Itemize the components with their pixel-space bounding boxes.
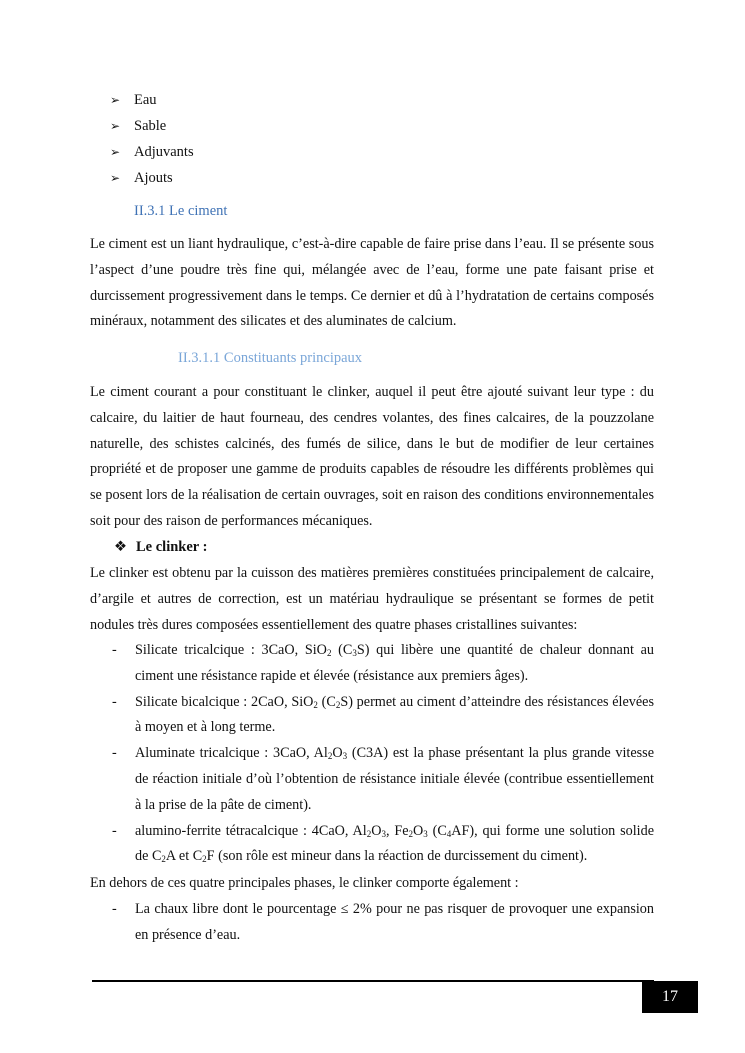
phases-list	[90, 638, 654, 870]
list-item: - Silicate tricalcique : 3CaO, SiO$_2$ $(C_3S)$ qui libère une quantité de chaleur donnant au ciment une résistance rapide et élevée (résistance aux premiers âges).	[112, 642, 654, 684]
arrow-bullet-icon: ➢	[110, 171, 121, 185]
materials-list	[110, 87, 194, 191]
arrow-bullet-icon: ➢	[110, 93, 121, 107]
chaux-list	[90, 897, 654, 949]
list-item: ➢ Eau	[110, 87, 194, 113]
arrow-bullet-icon: ➢	[110, 145, 121, 159]
list-item: - La chaux libre dont le pourcentage ≤ 2% pour ne pas risquer de provoquer une expansion en présence d’eau.	[112, 901, 654, 943]
paragraph-dehors: En dehors de ces quatre principales phases, le clinker comporte également :	[90, 875, 519, 891]
clinker-heading: ❖ Le clinker :	[114, 536, 207, 558]
footer-rule	[92, 980, 654, 982]
list-item: - alumino-ferrite tétracalcique : 4CaO, $Al_2O_3$, $Fe_2O_3$ $(C_4AF)$, qui forme une solution solide de $C_2A$ et $C_2F$ (son rôle est mineur dans la réaction de durcissement du ciment).	[112, 822, 655, 865]
paragraph-clinker: Le clinker est obtenu par la cuisson des matières premières constituées principalement de calcaire, d’argile et autres de correction, est un matériau hydraulique se présentant se formes de petit nodules très dures composées essentiellement des quatre phases cristallines suivantes:	[90, 565, 654, 633]
list-item: - Aluminate tricalcique : 3CaO, $Al_2O_3$ (C3A) est la phase présentant la plus grande vitesse de réaction initiale d’où l’obtention de résistance initiale élevée (contribue essentiellement à la prise de la pâte de ciment).	[112, 745, 654, 813]
list-item: ➢ Ajouts	[110, 165, 194, 191]
paragraph-constituants: Le ciment courant a pour constituant le clinker, auquel il peut être ajouté suivant leur type : du calcaire, du laitier de haut fourneau, des cendres volantes, des fines calcaires, de la pouzzolane naturelle, des schistes calcinés, des fumés de silice, dans le but de modifier de leur certaines propriété et de proposer une gamme de produits capables de résoudre les différents problèmes qui se posent lors de la réalisation de certain ouvrages, soit en raison des conditions environnementales soit pour des raison de performances mécaniques.	[90, 384, 654, 529]
list-item: - Silicate bicalcique : 2CaO, SiO$_2$ $(C_2S)$ permet au ciment d’atteindre des résistances élevées à moyen et à long terme.	[112, 693, 654, 736]
section-heading-constituants: II.3.1.1 Constituants principaux	[178, 350, 363, 366]
list-item: ➢ Adjuvants	[110, 139, 194, 165]
section-heading-ciment: II.3.1 Le ciment	[134, 203, 228, 219]
list-item: ➢ Sable	[110, 113, 194, 139]
page-number: 17	[642, 981, 698, 1013]
paragraph-ciment: Le ciment est un liant hydraulique, c’est-à-dire capable de faire prise dans l’eau. Il se présente sous l’aspect d’une poudre très fine qui, mélangée avec de l’eau, forme une pate faisant prise et durcissement progressivement dans le temps. Ce dernier et dû à l’hydratation de certains composés minéraux, notamment des silicates et des aluminates de calcium.	[90, 236, 654, 330]
diamond-bullet-icon: ❖	[114, 539, 127, 555]
arrow-bullet-icon: ➢	[110, 119, 121, 133]
